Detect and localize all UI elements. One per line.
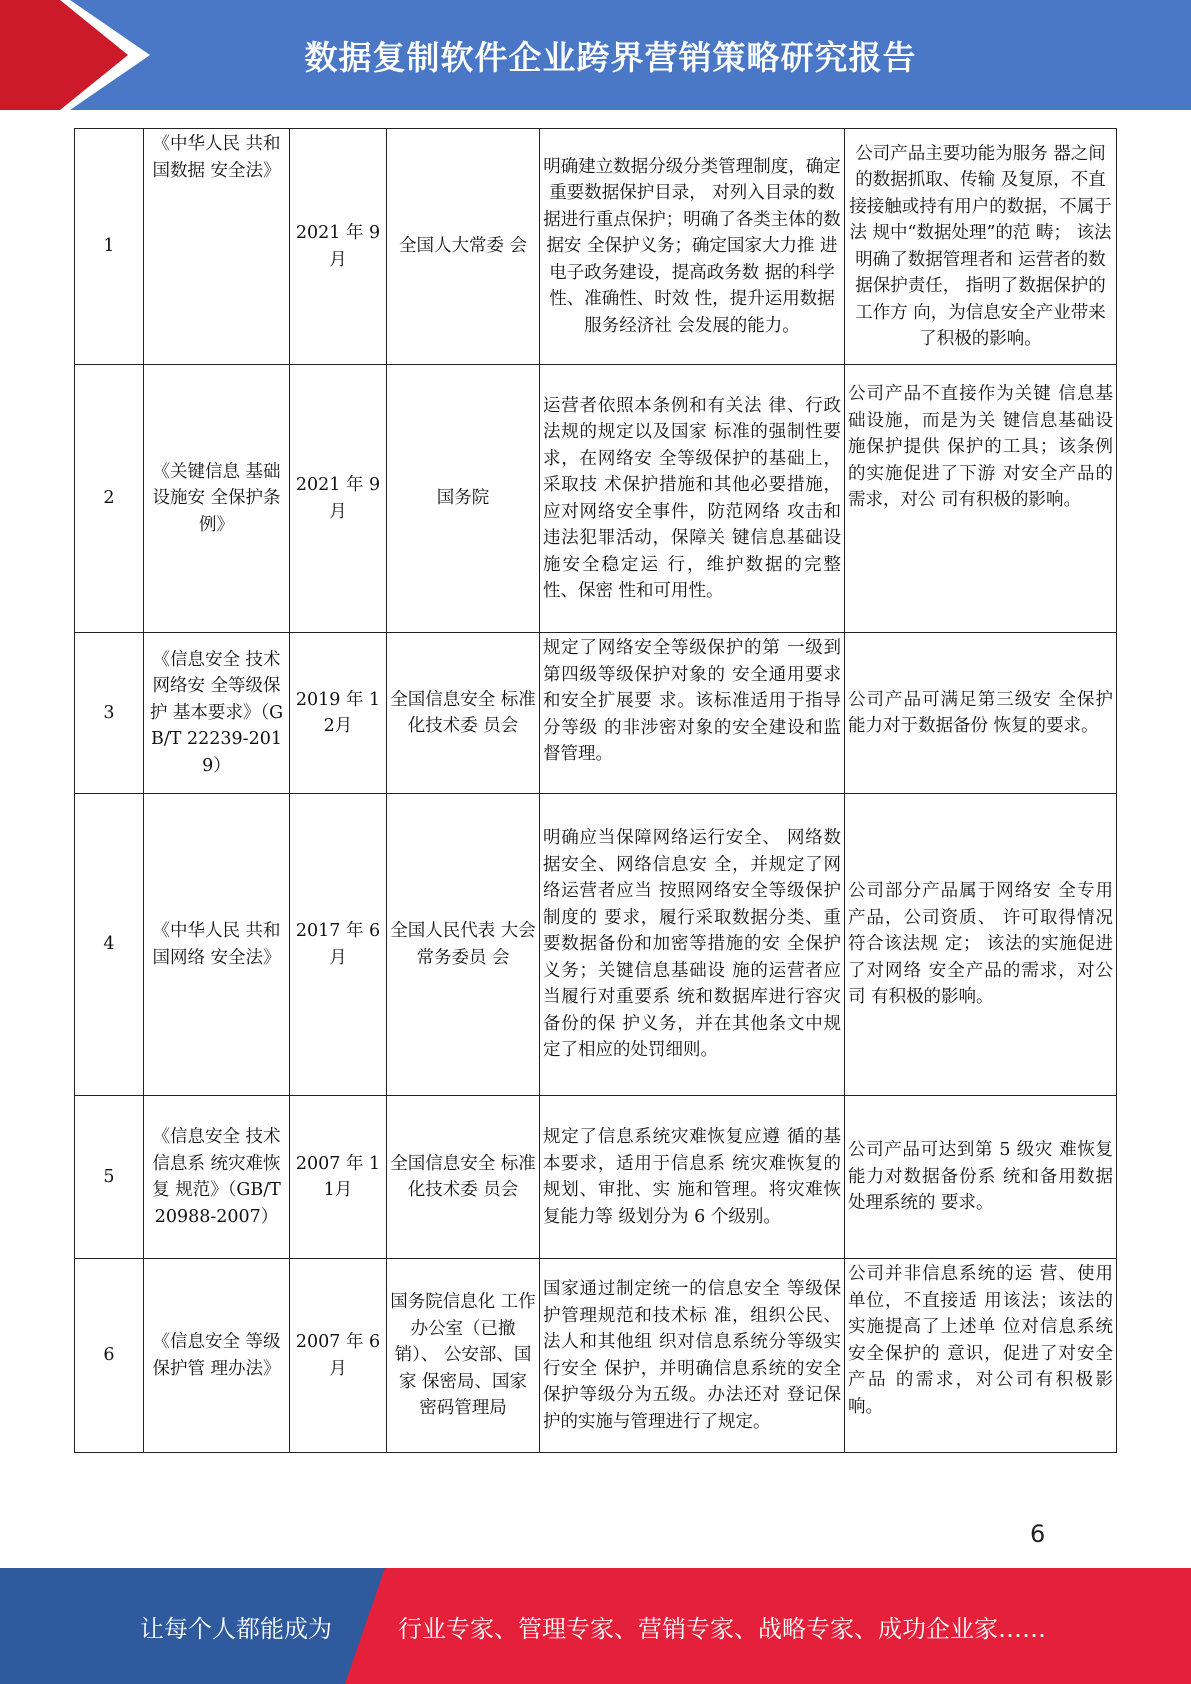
issue-date: 2019 年 12月 <box>290 633 387 794</box>
main-content: 国家通过制定统一的信息安全 等级保护管理规范和技术标 准，组织公民、法人和其他组 织对信息系统分等级实行安全 保护，并明确信息系统的安全 保护等级分为五级。办法还对 登记保护的实施与管理进行了规定。 <box>540 1259 845 1453</box>
footer-slogan-right: 行业专家、管理专家、营销专家、战略专家、成功企业家…… <box>398 1614 1046 1643</box>
issuing-authority: 全国信息安全 标准化技术委 员会 <box>387 1096 540 1259</box>
header-arrow-decoration <box>0 0 150 110</box>
table-row <box>75 1259 1117 1453</box>
impact-on-company: 公司部分产品属于网络安 全专用产品，公司资质、 许可取得情况符合该法规 定； 该法的实施促进了对网络 安全产品的需求，对公司 有积极的影响。 <box>845 794 1117 1096</box>
main-content: 明确应当保障网络运行安全、 网络数据安全、网络信息安 全，并规定了网络运营者应当 按照网络安全等级保护制度的 要求，履行采取数据分类、重 要数据备份和加密等措施的安 全保护义务；关键信息基础设 施的运营者应当履行对重要系 统和数据库进行容灾备份的保 护义务，并在其他条文中规定了相应的处罚细则。 <box>540 794 845 1096</box>
issue-date: 2021 年 9月 <box>290 129 387 365</box>
issuing-authority: 全国人大常委 会 <box>387 129 540 365</box>
regulation-table <box>74 128 1117 1453</box>
regulation-table-wrap <box>74 128 1116 1453</box>
table-row <box>75 633 1117 794</box>
row-number: 5 <box>75 1096 144 1259</box>
issue-date: 2021 年 9 月 <box>290 365 387 633</box>
impact-on-company: 公司产品不直接作为关键 信息基础设施，而是为关 键信息基础设施保护提供 保护的工具；该条例的实施促进了下游 对安全产品的需求，对公 司有积极的影响。 <box>845 365 1117 633</box>
row-number: 6 <box>75 1259 144 1453</box>
impact-on-company: 公司产品主要功能为服务 器之间的数据抓取、传输 及复原，不直接接触或持有用户的数据，不属于法 规中“数据处理”的范 畴； 该法明确了数据管理者和 运营者的数据保护责任， 指明了数据保护的工作方 向，为信息安全产业带来 了积极的影响。 <box>845 129 1117 365</box>
regulation-name: 《中华人民 共和国数据 安全法》 <box>144 129 290 365</box>
table-row <box>75 1096 1117 1259</box>
impact-on-company: 公司并非信息系统的运 营、使用单位，不直接适 用该法；该法的实施提高了上述单 位对信息系统安全保护的 意识，促进了对安全产品 的需求，对公司有积极影响。 <box>845 1259 1117 1453</box>
regulation-name: 《中华人民 共和国网络 安全法》 <box>144 794 290 1096</box>
footer-slogan-left: 让每个人都能成为 <box>140 1614 332 1643</box>
regulation-name: 《关键信息 基础设施安 全保护条 例》 <box>144 365 290 633</box>
row-number: 4 <box>75 794 144 1096</box>
table-row <box>75 794 1117 1096</box>
page-number: 6 <box>1030 1520 1046 1548</box>
issuing-authority: 国务院 <box>387 365 540 633</box>
issue-date: 2017 年 6月 <box>290 794 387 1096</box>
issue-date: 2007 年 6月 <box>290 1259 387 1453</box>
regulation-name: 《信息安全 等级保护管 理办法》 <box>144 1259 290 1453</box>
page-footer <box>0 1568 1191 1684</box>
table-row <box>75 129 1117 365</box>
impact-on-company: 公司产品可达到第 5 级灾 难恢复能力对数据备份系 统和备用数据处理系统的 要求。 <box>845 1096 1117 1259</box>
row-number: 1 <box>75 129 144 365</box>
issue-date: 2007 年 11月 <box>290 1096 387 1259</box>
main-content: 运营者依照本条例和有关法 律、行政法规的规定以及国家 标准的强制性要求，在网络安 全等级保护的基础上，采取技 术保护措施和其他必要措施， 应对网络安全事件，防范网络 攻击和违法犯罪活动，保障关 键信息基础设施安全稳定运 行，维护数据的完整性、保密 性和可用性。 <box>540 365 845 633</box>
table-row <box>75 365 1117 633</box>
report-title: 数据复制软件企业跨界营销策略研究报告 <box>304 37 917 77</box>
row-number: 3 <box>75 633 144 794</box>
page-header <box>0 0 1191 110</box>
regulation-name: 《信息安全 技术信息系 统灾难恢复 规范》（GB/T 20988-2007） <box>144 1096 290 1259</box>
issuing-authority: 全国信息安全 标准化技术委 员会 <box>387 633 540 794</box>
issuing-authority: 全国人民代表 大会常务委员 会 <box>387 794 540 1096</box>
issuing-authority: 国务院信息化 工作办公室（已撤销）、 公安部、国家 保密局、国家 密码管理局 <box>387 1259 540 1453</box>
impact-on-company: 公司产品可满足第三级安 全保护能力对于数据备份 恢复的要求。 <box>845 633 1117 794</box>
main-content: 规定了信息系统灾难恢复应遵 循的基本要求，适用于信息系 统灾难恢复的规划、审批、实 施和管理。将灾难恢复能力等 级划分为 6 个级别。 <box>540 1096 845 1259</box>
main-content: 规定了网络安全等级保护的第 一级到第四级等级保护对象的 安全通用要求和安全扩展要 求。该标准适用于指导分等级 的非涉密对象的安全建设和监 督管理。 <box>540 633 845 794</box>
regulation-name: 《信息安全 技术网络安 全等级保护 基本要求》（GB/T 22239-2019） <box>144 633 290 794</box>
main-content: 明确建立数据分级分类管理制度，确定重要数据保护目录， 对列入目录的数据进行重点保护；明确了各类主体的数据安 全保护义务；确定国家大力推 进电子政务建设，提高政务数 据的科学性、准确性、时效 性，提升运用数据服务经济社 会发展的能力。 <box>540 129 845 365</box>
row-number: 2 <box>75 365 144 633</box>
